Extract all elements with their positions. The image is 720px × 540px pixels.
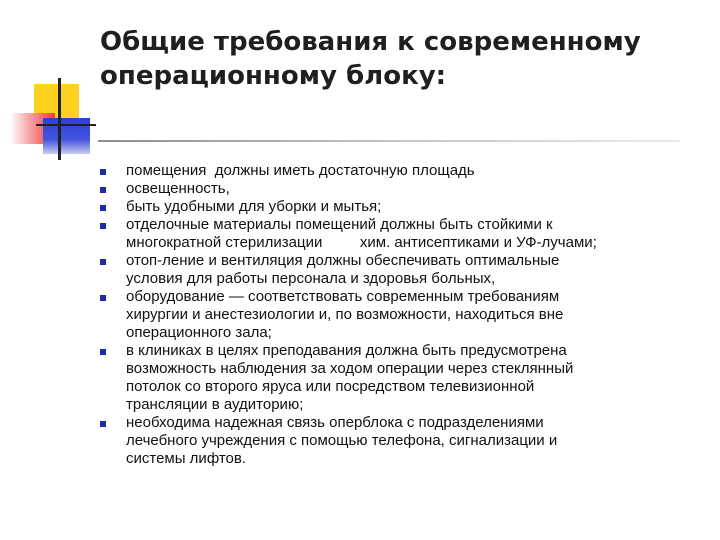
square-bullet-icon xyxy=(100,259,106,265)
list-item xyxy=(98,216,698,252)
vertical-line-decoration xyxy=(58,78,61,160)
list-item-text: отделочные материалы помещений должны быть стойкими к многократной стерилизации хим. антисептиками и УФ-лучами; xyxy=(126,216,597,251)
slide-title xyxy=(100,25,680,93)
horizontal-line-decoration xyxy=(36,124,96,126)
slide-title-line: операционному блоку: xyxy=(100,61,447,91)
list-item-text: в клиниках в целях преподавания должна быть предусмотрена возможность наблюдения за ходом операции через стеклянный потолок со второго яруса или посредством телевизионной трансляции в аудиторию; xyxy=(126,342,574,413)
square-bullet-icon xyxy=(100,223,106,229)
list-item xyxy=(98,162,698,180)
square-bullet-icon xyxy=(100,169,106,175)
list-item-text: оборудование — соответствовать современным требованиям хирургии и анестезиологии и, по возможности, находиться вне операционного зала; xyxy=(126,288,564,341)
square-bullet-icon xyxy=(100,205,106,211)
list-item-text: быть удобными для уборки и мытья; xyxy=(126,198,382,215)
slide-title-line: Общие требования к современному xyxy=(100,27,641,57)
list-item xyxy=(98,288,698,342)
square-bullet-icon xyxy=(100,421,106,427)
list-item xyxy=(98,414,698,468)
square-bullet-icon xyxy=(100,349,106,355)
list-item-text: необходима надежная связь оперблока с подразделениями лечебного учреждения с помощью телефона, сигнализации и системы лифтов. xyxy=(126,414,558,467)
square-bullet-icon xyxy=(100,295,106,301)
square-bullet-icon xyxy=(100,187,106,193)
list-item-text: отоп-ление и вентиляция должны обеспечивать оптимальные условия для работы персонала и здоровья больных, xyxy=(126,252,560,287)
list-item xyxy=(98,342,698,414)
list-item-text: помещения должны иметь достаточную площадь xyxy=(126,162,475,179)
list-item xyxy=(98,252,698,288)
requirements-list xyxy=(98,162,698,468)
title-divider xyxy=(98,140,680,142)
list-item xyxy=(98,198,698,216)
list-item xyxy=(98,180,698,198)
list-item-text: освещенность, xyxy=(126,180,230,197)
